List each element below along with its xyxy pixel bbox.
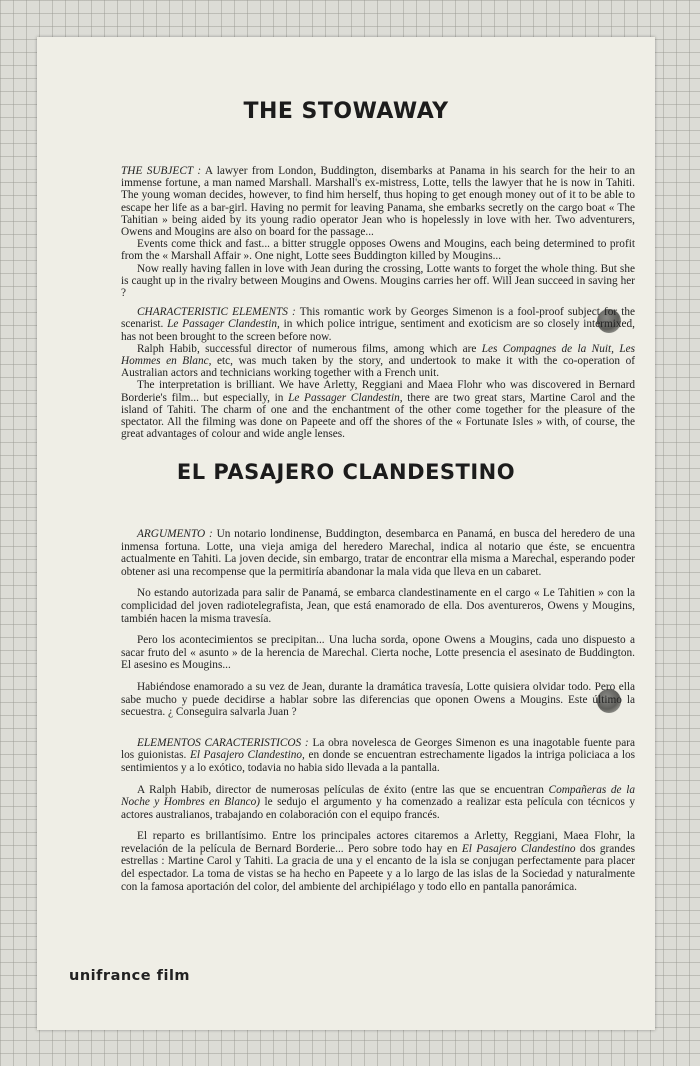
elements-text-2a: Ralph Habib, successful director of numerous films, among which are	[137, 342, 477, 355]
film-titles-ref: Les Compagnes de la Nuit, Les Hommes en Blanc,	[121, 342, 636, 368]
subject-paragraph-1	[121, 165, 635, 238]
argumento-text-1: Un notario londinense, Buddington, desembarca en Panamá, en busca del heredero de una inmensa fortuna. Lotte, una vieja amiga del heredero Marechal, indica al notario que éste, se encuentra actualmente en Tahiti. La joven decide, sin embargo, tratar de encontrar ella misma a Marechal, esperando poder obtener asi una recompense que la permitiría abandonar la mala vida que lleva en un cabaret.	[121, 528, 636, 578]
argumento-paragraph-1	[121, 528, 635, 578]
elementos-lead: ELEMENTOS CARACTERISTICOS :	[137, 736, 309, 749]
elementos-text-2a: A Ralph Habib, director de numerosas películas de éxito (entre las que se encuentran	[137, 783, 544, 796]
elementos-paragraph-1	[121, 737, 635, 775]
spanish-section	[121, 528, 635, 902]
elementos-text-2b: le sedujo el argumento y ha comenzado a realizar esta película con técnicos y actores australianos, trabajando en colaboración con el equipo francés.	[121, 796, 635, 821]
elements-text-1a: This romantic work by Georges Simenon is a fool-proof subject for the scenarist.	[121, 306, 635, 331]
english-section	[121, 165, 635, 440]
film-title-es-2: El Pasajero Clandestino	[461, 842, 576, 855]
elementos-text-1b: en donde se encuentran estrechamente ligados la intriga policiaca a los sentimientos y a lo exótico, todavia no habia sido llevada a la pantalla.	[121, 749, 635, 774]
film-title-ref: Le Passager Clandestin,	[167, 318, 280, 331]
film-title-ref-2: Le Passager Clandestin,	[288, 391, 403, 404]
subject-paragraph-2: Events come thick and fast... a bitter struggle opposes Owens and Mougins, each being determined to profit from the « Marshall Affair ». One night, Lotte sees Buddington killed by Mougins...	[121, 238, 635, 263]
elementos-text-3b: dos grandes estrellas : Martine Carol y Tahiti. La gracia de una y el encanto de la isla se conjugan perfectamente para placer del espectador. La toma de vistas se ha hecho en Papeete y a lo largo de las islas de la Sociedad y naturalmente con la famosa aportación del color, del ambiente del archipiélago y todo ello en pantalla panorámica.	[121, 842, 635, 893]
elementos-paragraph-3	[121, 830, 635, 893]
elements-text-3a: The interpretation is brilliant. We have Arletty, Reggiani and Maea Flohr who was discovered in Bernard Borderie's film... but especially, in	[121, 379, 635, 404]
elements-paragraph-3	[121, 379, 635, 440]
title-pasajero: EL PASAJERO CLANDESTINO	[176, 460, 516, 484]
film-titles-es: Compañeras de la Noche y Hombres en Blanco)	[121, 783, 635, 809]
document-sheet	[37, 37, 655, 1030]
elements-paragraph-1	[121, 306, 635, 343]
elements-lead: CHARACTERISTIC ELEMENTS :	[137, 306, 296, 319]
elements-paragraph-2	[121, 343, 635, 380]
title-stowaway: THE STOWAWAY	[243, 99, 449, 124]
elements-text-1b: in which police intrigue, sentiment and exoticism are so closely intermixed, has not been brought to the screen before now.	[121, 318, 636, 343]
argumento-lead: ARGUMENTO :	[137, 528, 213, 540]
unifrance-logo: unifrance film	[69, 968, 191, 984]
elementos-text-1a: La obra novelesca de Georges Simenon es una inagotable fuente para los guionistas.	[121, 736, 635, 762]
argumento-paragraph-4: Habiéndose enamorado a su vez de Jean, durante la dramática travesía, Lotte quisiera olvidar todo. Pero ella sabe mucho y puede decidirse a hablar sobre las diferencias que oponen Owens a Mougins. Este último la secuestra. ¿ Conseguira salvarla Juan ?	[121, 680, 635, 719]
argumento-paragraph-3: Pero los acontecimientos se precipitan... Una lucha sorda, opone Owens a Mougins, cada uno dispuesto a sacar fruto del « asunto » de la herencia de Marechal. Cierta noche, Lotte presencia el asesinato de Buddington. El asesino es Mougins...	[121, 634, 635, 672]
film-title-es: El Pasajero Clandestino,	[189, 749, 305, 762]
elements-text-2b: etc, was much taken by the story, and undertook to make it with the co-operation of Australian actors and technicians working together with a French unit.	[121, 355, 635, 380]
elementos-text-3a: El reparto es brillantísimo. Entre los principales actores citaremos a Arletty, Reggiani, Maea Flohr, la revelación de la película de Bernard Borderie... Pero sobre todo hay en	[121, 830, 635, 855]
subject-text-1: A lawyer from London, Buddington, disembarks at Panama in his search for the heir to an immense fortune, a man named Marshall. Marshall's ex-mistress, Lotte, tells the lawyer that he is now in Tahiti. The young woman decides, however, to find him herself, thus hoping to get enough money out of it to be able to escape her life as a bar-girl. Having no permit for leaving Panama, she embarks secretly on the cargo boat « The Tahitian » being aided by its young radio operator Jean who is hopelessly in love with her. Two adventurers, Owens and Mougins are also on board for the passage...	[121, 165, 635, 239]
elements-text-3b: there are two great stars, Martine Carol and the island of Tahiti. The charm of one and the enchantment of the other come together for the pleasure of the spectator. All the filming was done on Papeete and off the shores of the « Fortunate Isles » with, of course, the great advantages of colour and wide angle lenses.	[121, 391, 635, 441]
subject-paragraph-3: Now really having fallen in love with Jean during the crossing, Lotte wants to forget the whole thing. But she is caught up in the rivalry between Mougins and Owens. Mougins carries her off. Will Jean succeed in saving her ?	[121, 262, 635, 300]
argumento-paragraph-2: No estando autorizada para salir de Panamá, se embarca clandestinamente en el cargo « Le Tahitien » con la complicidad del joven radiotelegrafista, Jean, que está enamorado de ella. Dos aventureros, Owens y Mougins, también hacen la misma travesía.	[121, 587, 635, 625]
elementos-paragraph-2	[121, 784, 635, 822]
subject-lead: THE SUBJECT :	[121, 165, 202, 177]
